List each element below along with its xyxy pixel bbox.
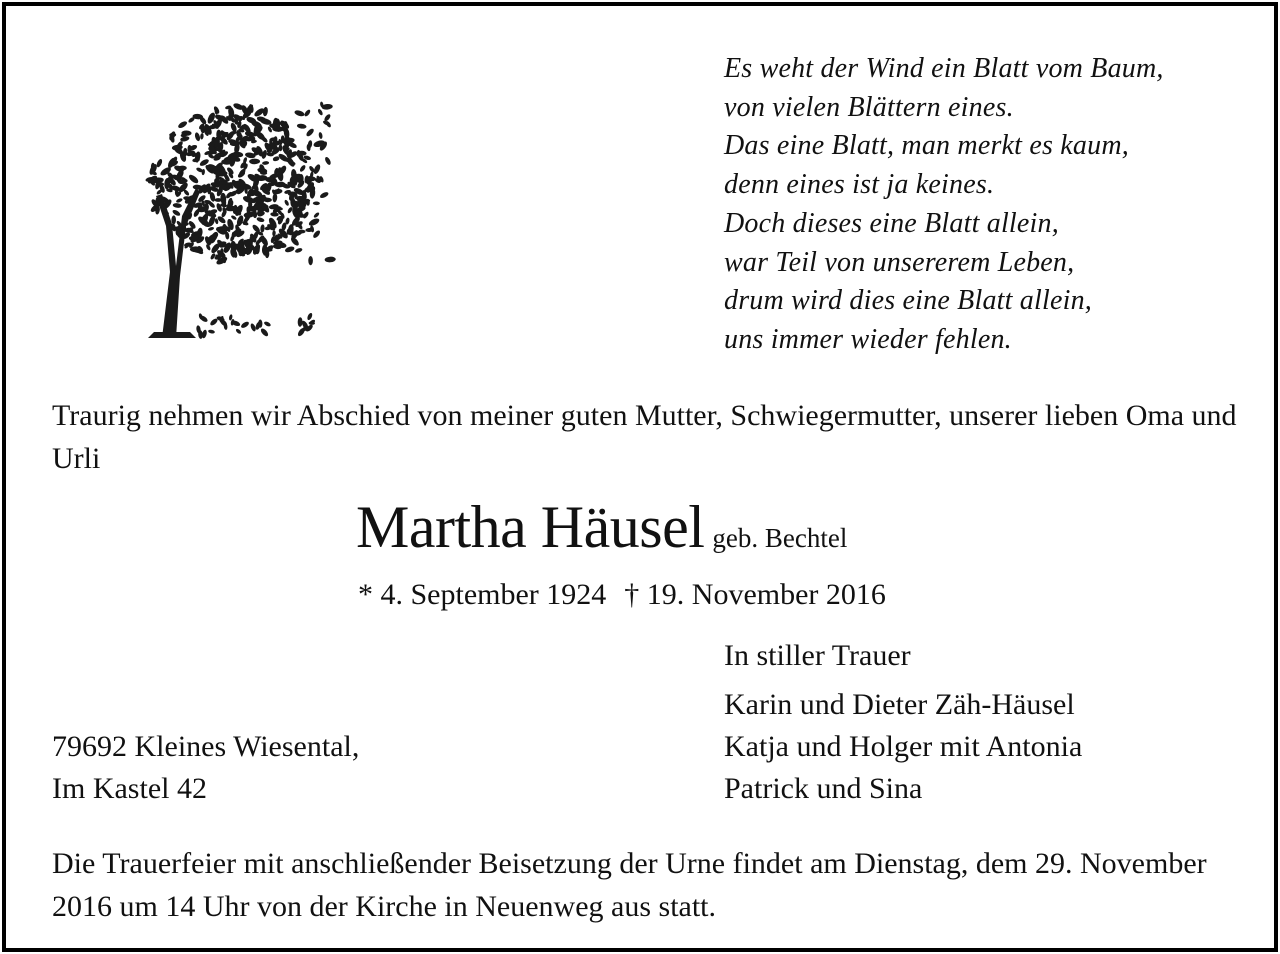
mourners-list <box>724 684 1082 810</box>
address-line: Im Kastel 42 <box>52 772 207 805</box>
poem-line: Doch dieses eine Blatt allein, <box>724 207 1059 239</box>
poem-line: uns immer wieder fehlen. <box>724 323 1012 355</box>
mourner-name: Patrick und Sina <box>724 772 923 805</box>
poem-line: von vielen Blättern eines. <box>724 91 1014 123</box>
mourner-name: Katja und Holger mit Antonia <box>724 730 1083 763</box>
mourner-name: Karin und Dieter Zäh-Häusel <box>724 688 1075 721</box>
death-date: † 19. November 2016 <box>624 578 886 611</box>
life-dates <box>358 575 886 615</box>
deceased-name-line <box>356 492 847 562</box>
windblown-tree-icon <box>126 76 336 348</box>
poem-line: drum wird dies eine Blatt allein, <box>724 285 1092 317</box>
maiden-name: geb. Bechtel <box>712 523 848 553</box>
deceased-name: Martha Häusel <box>356 494 705 560</box>
poem-line: Es weht der Wind ein Blatt vom Baum, <box>724 53 1164 84</box>
obituary-notice <box>2 2 1278 952</box>
poem-line: war Teil von unsererem Leben, <box>724 246 1075 278</box>
farewell-intro: Traurig nehmen wir Abschied von meiner guten Mutter, Schwiegermutter, unserer lieben Oma und Urli <box>52 399 1237 475</box>
funeral-info: Die Trauerfeier mit anschließender Beisetzung der Urne findet am Dienstag, dem 29. November 2016 um 14 Uhr von der Kirche in Neuenweg aus statt. <box>52 847 1207 923</box>
family-address <box>52 726 359 810</box>
birth-date: * 4. September 1924 <box>358 578 607 611</box>
memorial-poem <box>724 50 1164 360</box>
poem-line: denn eines ist ja keines. <box>724 169 995 201</box>
address-line: 79692 Kleines Wiesental, <box>52 730 360 763</box>
poem-line: Das eine Blatt, man merkt es kaum, <box>724 130 1129 162</box>
mourning-heading: In stiller Trauer <box>724 639 911 672</box>
